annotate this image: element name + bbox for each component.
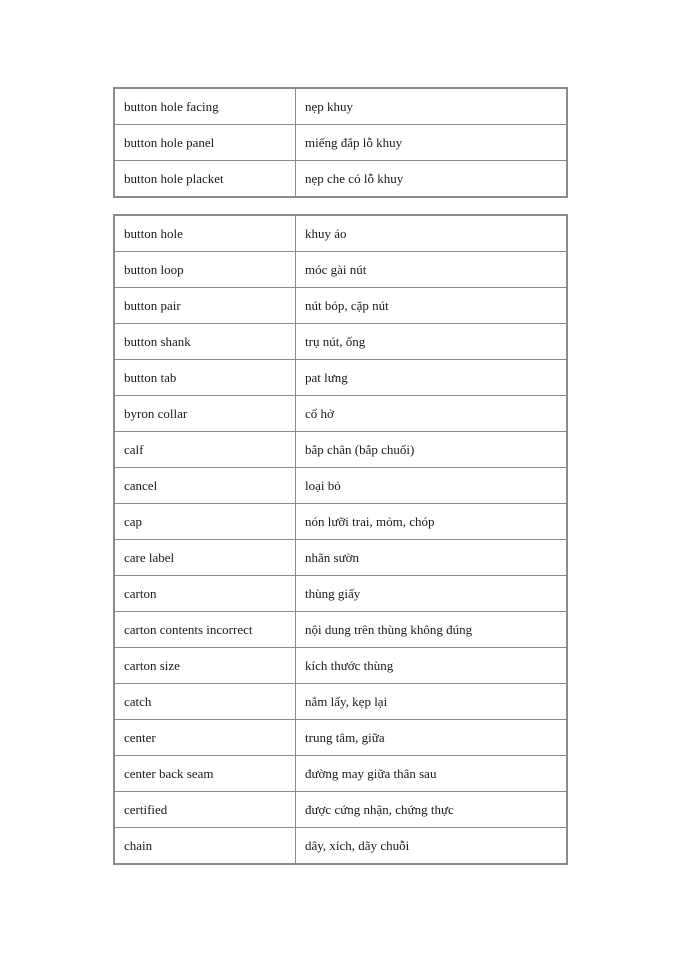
term-cell: button hole panel: [114, 125, 296, 161]
term-cell: chain: [114, 828, 296, 865]
term-cell: center back seam: [114, 756, 296, 792]
table-row: [114, 288, 567, 324]
term-cell: cancel: [114, 468, 296, 504]
table-row: [114, 88, 567, 125]
definition-cell: miếng đắp lỗ khuy: [296, 125, 568, 161]
definition-cell: nẹp che có lỗ khuy: [296, 161, 568, 198]
table-row: [114, 360, 567, 396]
table-row: [114, 396, 567, 432]
definition-cell: nón lưỡi trai, mỏm, chóp: [296, 504, 568, 540]
table-row: [114, 612, 567, 648]
definition-cell: pat lưng: [296, 360, 568, 396]
table-row: [114, 792, 567, 828]
term-cell: button hole facing: [114, 88, 296, 125]
glossary-table-2: [113, 214, 568, 865]
term-cell: catch: [114, 684, 296, 720]
definition-cell: đường may giữa thân sau: [296, 756, 568, 792]
table-row: [114, 540, 567, 576]
definition-cell: khuy áo: [296, 215, 568, 252]
table-row: [114, 161, 567, 198]
table-row: [114, 125, 567, 161]
table-row: [114, 828, 567, 865]
definition-cell: bắp chân (bắp chuối): [296, 432, 568, 468]
term-cell: button loop: [114, 252, 296, 288]
term-cell: button hole placket: [114, 161, 296, 198]
definition-cell: trung tâm, giữa: [296, 720, 568, 756]
term-cell: calf: [114, 432, 296, 468]
table-row: [114, 720, 567, 756]
table-row: [114, 756, 567, 792]
table-row: [114, 215, 567, 252]
definition-cell: móc gài nút: [296, 252, 568, 288]
term-cell: carton contents incorrect: [114, 612, 296, 648]
definition-cell: nhãn sườn: [296, 540, 568, 576]
table-row: [114, 252, 567, 288]
definition-cell: loại bỏ: [296, 468, 568, 504]
table-row: [114, 648, 567, 684]
term-cell: byron collar: [114, 396, 296, 432]
definition-cell: thùng giấy: [296, 576, 568, 612]
definition-cell: nút bóp, cặp nút: [296, 288, 568, 324]
term-cell: center: [114, 720, 296, 756]
term-cell: care label: [114, 540, 296, 576]
term-cell: button tab: [114, 360, 296, 396]
term-cell: button pair: [114, 288, 296, 324]
definition-cell: kích thước thùng: [296, 648, 568, 684]
term-cell: carton size: [114, 648, 296, 684]
definition-cell: cổ hở: [296, 396, 568, 432]
term-cell: cap: [114, 504, 296, 540]
table-row: [114, 684, 567, 720]
definition-cell: nắm lấy, kẹp lại: [296, 684, 568, 720]
table-row: [114, 576, 567, 612]
glossary-table-1: [113, 87, 568, 198]
definition-cell: trụ nút, ống: [296, 324, 568, 360]
table-row: [114, 432, 567, 468]
term-cell: button shank: [114, 324, 296, 360]
term-cell: button hole: [114, 215, 296, 252]
table-row: [114, 468, 567, 504]
definition-cell: dây, xích, dãy chuỗi: [296, 828, 568, 865]
definition-cell: nội dung trên thùng không đúng: [296, 612, 568, 648]
definition-cell: được cứng nhận, chứng thực: [296, 792, 568, 828]
term-cell: carton: [114, 576, 296, 612]
table-row: [114, 504, 567, 540]
definition-cell: nẹp khuy: [296, 88, 568, 125]
table-row: [114, 324, 567, 360]
term-cell: certified: [114, 792, 296, 828]
